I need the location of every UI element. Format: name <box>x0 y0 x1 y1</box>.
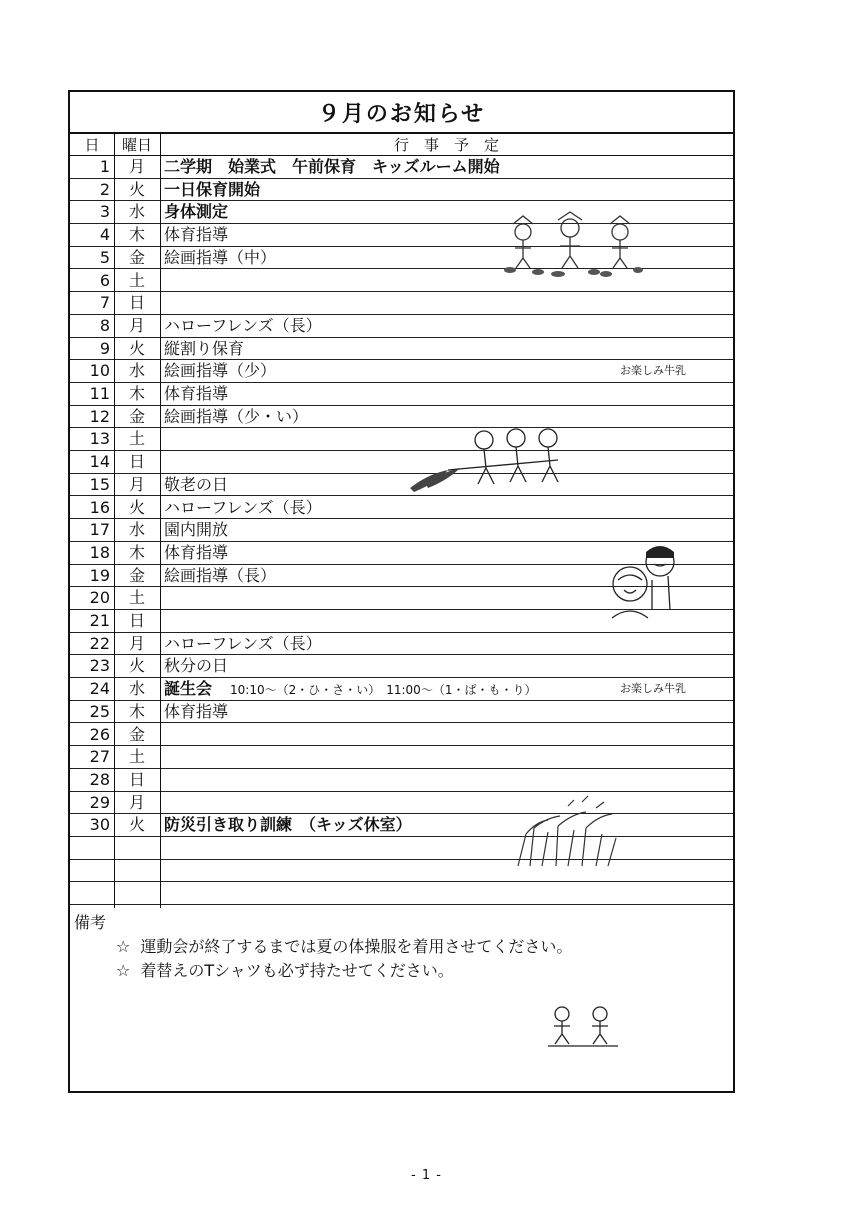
event-cell: 秋分の日 <box>164 656 229 676</box>
event-time-detail: 10:10～（2・ひ・さ・い） 11:00～（1・ぱ・も・り） <box>230 683 537 698</box>
day-cell: 29 <box>89 792 110 812</box>
grandparent-child-illustration <box>608 540 682 624</box>
weekday-cell: 土 <box>128 588 145 608</box>
day-cell: 14 <box>89 452 110 472</box>
table-row <box>70 360 733 383</box>
event-cell: ハローフレンズ（長） <box>164 633 322 653</box>
table-row <box>70 315 733 338</box>
weekday-cell: 火 <box>128 179 145 199</box>
title-row <box>70 92 733 134</box>
day-cell: 16 <box>89 497 110 517</box>
event-cell: 一日保育開始 <box>164 179 261 199</box>
weekday-cell: 月 <box>128 157 145 176</box>
day-cell: 1 <box>99 157 110 176</box>
weekday-cell: 木 <box>128 542 145 562</box>
event-cell: ハローフレンズ（長） <box>164 497 322 517</box>
header-events: 行 事 予 定 <box>393 136 499 154</box>
day-cell: 20 <box>89 588 110 608</box>
remarks-label: 備考 <box>74 913 107 932</box>
page-title: ９月のお知らせ <box>317 101 486 127</box>
weekday-cell: 水 <box>128 679 145 699</box>
weekday-cell: 火 <box>128 497 145 517</box>
weekday-cell: 月 <box>128 792 145 812</box>
table-row <box>70 860 733 883</box>
day-cell: 18 <box>89 542 110 562</box>
weekday-cell: 日 <box>128 452 145 472</box>
table-row <box>70 792 733 815</box>
day-cell: 28 <box>89 769 110 789</box>
weekday-cell: 月 <box>128 474 145 494</box>
event-cell: 体育指導 <box>164 225 229 245</box>
event-cell: 絵画指導（少・い） <box>164 406 309 426</box>
table-row <box>70 814 733 837</box>
tug-of-war-illustration <box>408 426 568 496</box>
weekday-cell: 日 <box>128 611 145 630</box>
schedule-sheet <box>68 90 735 1093</box>
day-cell: 7 <box>99 293 110 313</box>
day-cell: 15 <box>89 474 110 494</box>
day-cell: 24 <box>89 679 110 699</box>
table-row <box>70 633 733 656</box>
day-cell: 26 <box>89 724 110 744</box>
day-cell: 8 <box>99 315 110 335</box>
pampas-grass-illustration <box>512 792 622 870</box>
event-cell: 防災引き取り訓練 （キッズ休室） <box>164 815 412 835</box>
weekday-cell: 月 <box>128 633 145 653</box>
column-divider-weekday <box>160 134 161 908</box>
table-row <box>70 156 733 179</box>
table-row <box>70 678 733 701</box>
day-cell: 22 <box>89 633 110 653</box>
day-cell: 23 <box>89 656 110 676</box>
weekday-cell: 金 <box>128 724 145 744</box>
table-row <box>70 746 733 769</box>
weekday-cell: 日 <box>128 769 145 789</box>
event-cell: 縦割り保育 <box>164 338 245 358</box>
remark-item-2: ☆ 着替えのTシャツも必ず持たせてください。 <box>116 961 454 980</box>
weekday-cell: 土 <box>128 747 145 767</box>
table-row <box>70 428 733 451</box>
event-cell: 体育指導 <box>164 701 229 721</box>
weekday-cell: 火 <box>128 338 145 358</box>
day-cell: 30 <box>89 815 110 835</box>
event-cell: 園内開放 <box>164 520 229 540</box>
event-cell: 敬老の日 <box>164 474 229 494</box>
day-cell: 3 <box>99 202 110 222</box>
star-icon: ☆ <box>116 961 131 980</box>
event-cell: 体育指導 <box>164 384 229 403</box>
table-row <box>70 519 733 542</box>
weekday-cell: 金 <box>128 247 145 267</box>
day-cell: 2 <box>99 179 110 199</box>
day-cell: 5 <box>99 247 110 267</box>
event-cell: 身体測定 <box>164 202 229 222</box>
day-cell: 6 <box>99 270 110 290</box>
weekday-cell: 日 <box>128 293 145 313</box>
header-weekday: 曜日 <box>121 136 152 154</box>
table-row <box>70 383 733 406</box>
table-row <box>70 497 733 520</box>
table-row <box>70 655 733 678</box>
table-row <box>70 724 733 747</box>
weekday-cell: 金 <box>128 406 145 426</box>
event-cell: 絵画指導（長） <box>164 565 277 585</box>
column-divider-day <box>114 134 115 908</box>
weekday-cell: 土 <box>128 270 145 290</box>
weekday-cell: 金 <box>128 565 145 585</box>
day-cell: 12 <box>89 406 110 426</box>
day-cell: 25 <box>89 701 110 721</box>
weekday-cell: 木 <box>128 384 145 403</box>
star-icon: ☆ <box>116 937 131 956</box>
weekday-cell: 木 <box>128 701 145 721</box>
remark-item-1: ☆ 運動会が終了するまでは夏の体操服を着用させてください。 <box>116 937 573 956</box>
weekday-cell: 月 <box>128 315 145 335</box>
table-row <box>70 179 733 202</box>
running-children-illustration <box>548 1004 618 1048</box>
weekday-cell: 火 <box>128 656 145 676</box>
table-row <box>70 451 733 474</box>
day-cell: 11 <box>89 384 110 403</box>
day-cell: 27 <box>89 747 110 767</box>
event-cell: 二学期 始業式 午前保育 キッズルーム開始 <box>164 157 500 176</box>
day-cell: 19 <box>89 565 110 585</box>
table-row <box>70 474 733 497</box>
weekday-cell: 木 <box>128 225 145 245</box>
event-cell: 誕生会 10:10～（2・ひ・さ・い） 11:00～（1・ぱ・も・り） <box>164 679 537 699</box>
day-cell: 4 <box>99 225 110 245</box>
day-cell: 17 <box>89 520 110 540</box>
table-row <box>70 292 733 315</box>
event-cell: 絵画指導（中） <box>164 247 277 267</box>
day-cell: 13 <box>89 429 110 449</box>
table-row <box>70 701 733 724</box>
table-row <box>70 338 733 361</box>
event-cell: ハローフレンズ（長） <box>164 315 322 335</box>
weekday-cell: 水 <box>128 202 145 222</box>
table-row <box>70 769 733 792</box>
table-row <box>70 882 733 905</box>
page-number: - 1 - <box>411 1168 442 1183</box>
event-cell: 絵画指導（少） <box>164 361 277 381</box>
milk-note: お楽しみ牛乳 <box>620 364 686 378</box>
event-cell: 体育指導 <box>164 542 229 562</box>
day-cell: 21 <box>89 611 110 630</box>
table-row <box>70 837 733 860</box>
day-cell: 10 <box>89 361 110 381</box>
weekday-cell: 水 <box>128 520 145 540</box>
weekday-cell: 水 <box>128 361 145 381</box>
milk-note: お楽しみ牛乳 <box>620 682 686 696</box>
day-cell: 9 <box>99 338 110 358</box>
weekday-cell: 火 <box>128 815 145 835</box>
table-row <box>70 406 733 429</box>
weekday-cell: 土 <box>128 429 145 449</box>
header-day: 日 <box>84 136 100 154</box>
children-harvest-illustration <box>498 210 648 280</box>
